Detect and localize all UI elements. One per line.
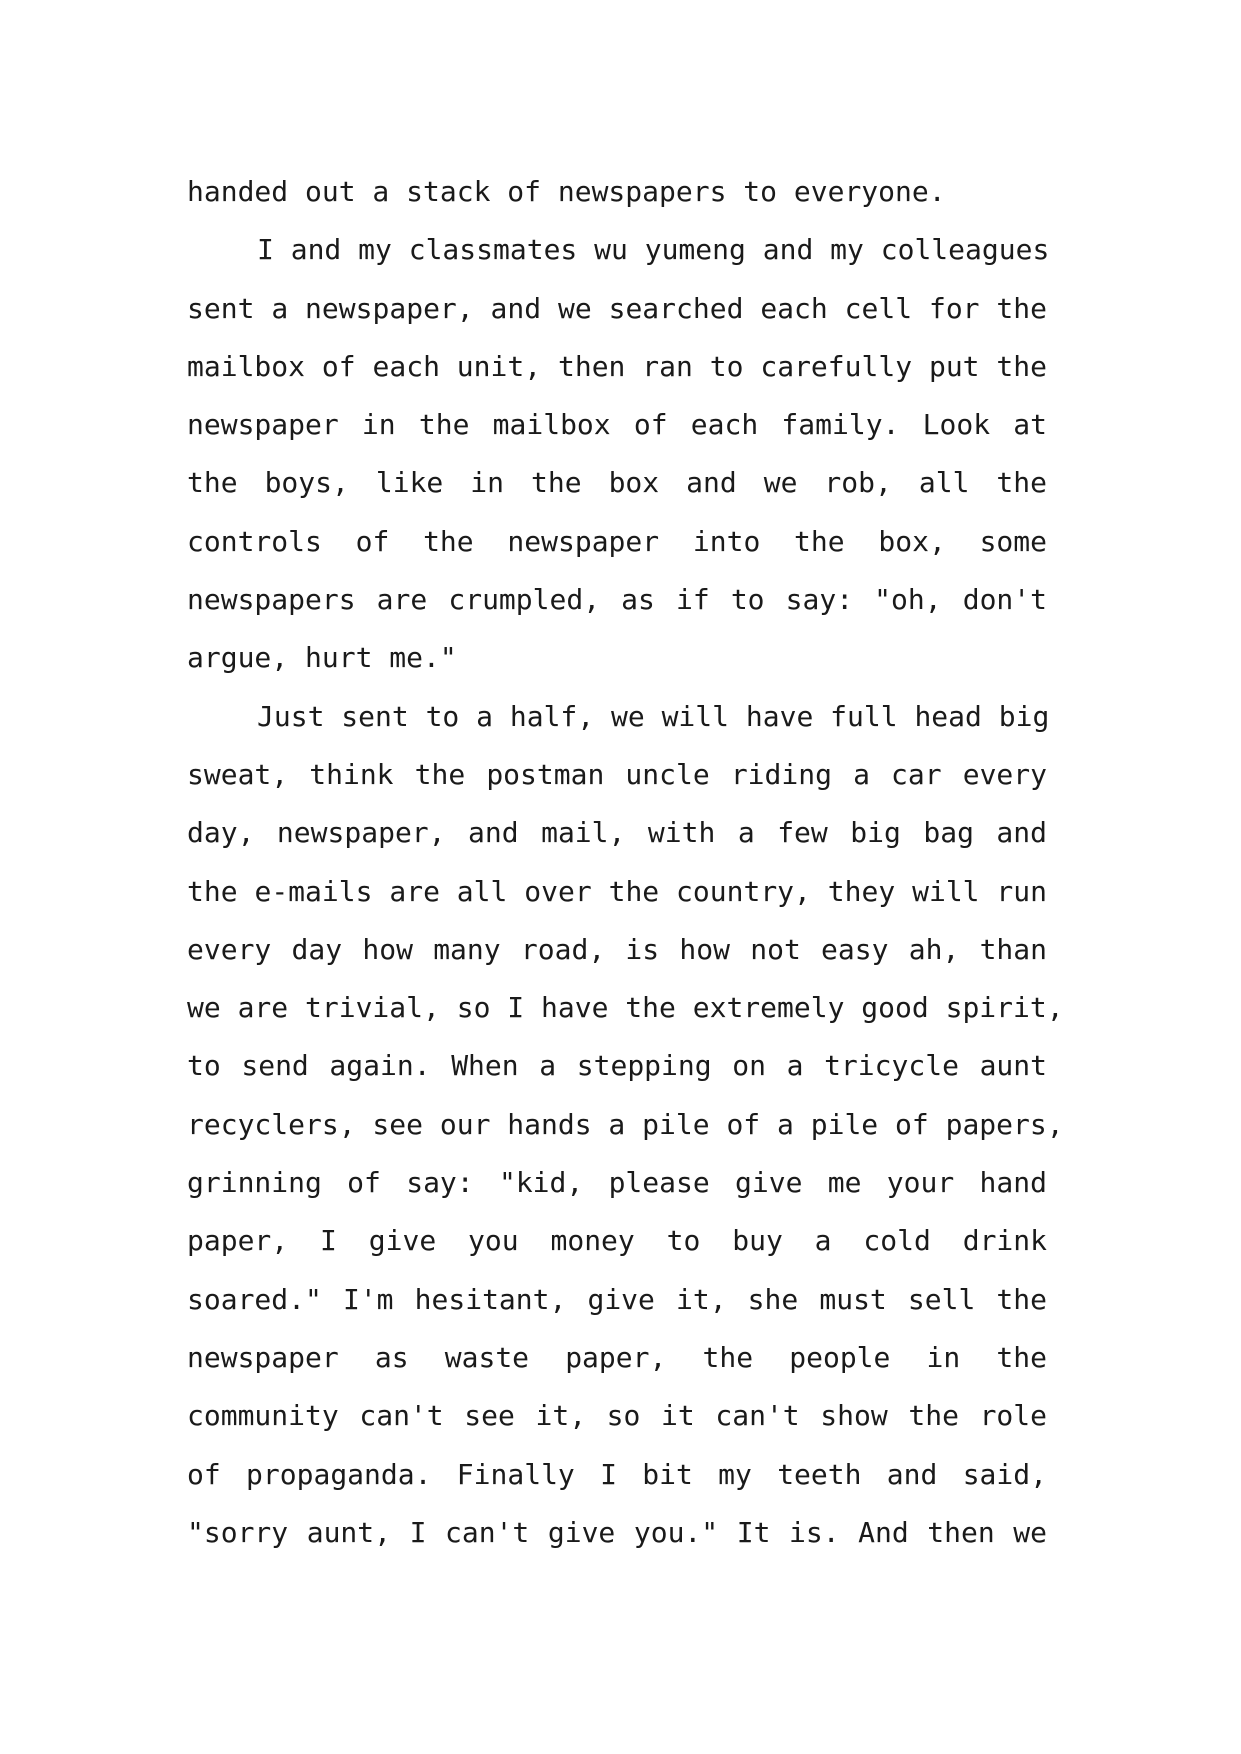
text-line: of propaganda. Finally I bit my teeth and said, [187, 1457, 1047, 1491]
text-line: handed out a stack of newspapers to everyone. [187, 175, 946, 208]
text-line: argue, hurt me." [187, 641, 457, 675]
text-line: day, newspaper, and mail, with a few big bag and [187, 816, 1047, 850]
text-line: we are trivial, so I have the extremely good spirit, [187, 991, 1064, 1025]
text-line: I and my classmates wu yumeng and my colleagues [257, 233, 1050, 267]
text-line: to send again. When a stepping on a tricycle aunt [187, 1049, 1047, 1083]
text-line: sweat, think the postman uncle riding a car every [187, 757, 1047, 791]
text-line: newspaper in the mailbox of each family. Look at [187, 408, 1047, 442]
text-line: sent a newspaper, and we searched each cell for the [187, 291, 1047, 325]
text-line: grinning of say: "kid, please give me your hand [187, 1166, 1047, 1200]
text-line: newspapers are crumpled, as if to say: "oh, don't [187, 583, 1047, 617]
text-line: soared." I'm hesitant, give it, she must sell the [187, 1282, 1047, 1316]
text-line: paper, I give you money to buy a cold drink [187, 1224, 1047, 1258]
text-line: recyclers, see our hands a pile of a pile of papers, [187, 1107, 1064, 1141]
text-line: newspaper as waste paper, the people in the [187, 1340, 1047, 1374]
text-line: "sorry aunt, I can't give you." It is. And then we [187, 1515, 1047, 1549]
text-line: the e-mails are all over the country, they will run [187, 874, 1047, 908]
document-body [187, 163, 1064, 1562]
text-line: community can't see it, so it can't show the role [187, 1399, 1047, 1433]
text-line: Just sent to a half, we will have full head big [257, 699, 1050, 733]
text-line: controls of the newspaper into the box, some [187, 524, 1047, 558]
text-line: the boys, like in the box and we rob, all the [187, 466, 1047, 500]
text-line: every day how many road, is how not easy ah, than [187, 932, 1047, 966]
text-line: mailbox of each unit, then ran to carefully put the [187, 349, 1047, 383]
